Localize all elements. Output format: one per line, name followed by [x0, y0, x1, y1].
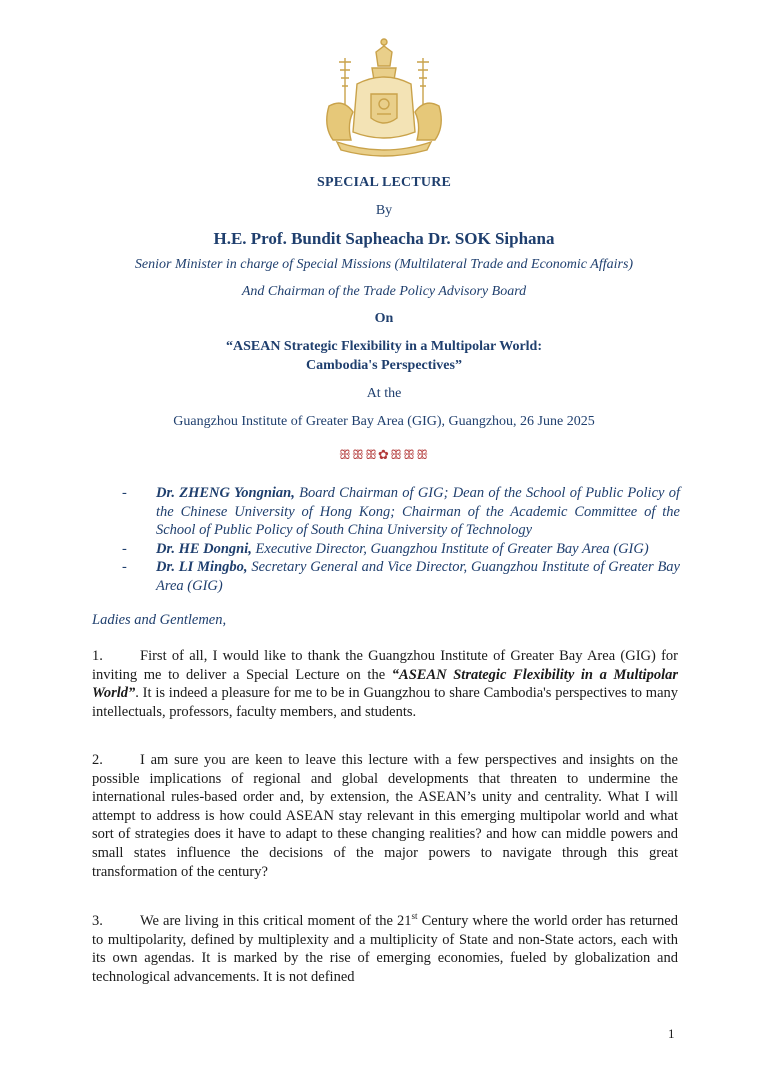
speaker-name: H.E. Prof. Bundit Sapheacha Dr. SOK Siphana [213, 229, 555, 248]
topic-line-2: Cambodia's Perspectives” [306, 358, 462, 373]
guest-list [122, 484, 680, 595]
ordinal-superscript: st [411, 911, 418, 922]
paragraph-3 [92, 912, 678, 986]
lecture-title: SPECIAL LECTURE [316, 175, 452, 190]
guest-name: Dr. LI Mingbo, [156, 559, 248, 575]
guest-item [122, 540, 680, 559]
speaker-role-2: And Chairman of the Trade Policy Advisory Board [241, 284, 527, 299]
paragraph-text: First of all, I would like to thank the Guangzhou Institute of Greater Bay Area (GIG) for inviting me to deliver a Special Lecture on the [92, 648, 678, 683]
paragraph-text: Century where the world order has returned to multipolarity, defined by multiplexity and a multiplicity of State and non-State actors, each with its own agendas. It is marked by the rise of emerging economies, fueled by globalization and technological advancements. It is not defined [92, 913, 678, 985]
cambodia-royal-emblem [317, 36, 451, 160]
paragraph-text: I am sure you are keen to leave this lecture with a few perspectives and insights on the possible implications of regional and global developments that threaten to undermine the international rules-based order and, by extension, the ASEAN’s unity and centrality. What I will attempt to address is how could ASEAN stay relevant in this emerging multipolar world and what sort of strategies does it have to adapt to these changing realities? and how can middle powers and small states influence the decisions of the major powers to navigate through this great transformation of the century? [92, 752, 678, 880]
guest-item [122, 484, 680, 540]
paragraph-number: 1. [92, 648, 103, 664]
paragraph-1 [92, 647, 678, 721]
guest-title: Secretary General and Vice Director, Guangzhou Institute of Greater Bay Area (GIG) [156, 559, 680, 594]
paragraph-text: We are living in this critical moment of the 21 [140, 913, 412, 929]
on-label: On [374, 311, 394, 326]
guest-title: Executive Director, Guangzhou Institute of Greater Bay Area (GIG) [255, 540, 649, 557]
guest-name: Dr. HE Dongni, [156, 540, 252, 557]
paragraph-text: . It is indeed a pleasure for me to be in Guangzhou to share Cambodia's perspectives to many intellectuals, professors, faculty members, and students. [92, 685, 678, 720]
paragraph-number: 3. [92, 913, 103, 929]
by-label: By [375, 203, 393, 218]
page-number: 1 [668, 1026, 675, 1041]
paragraph-2 [92, 751, 678, 881]
guest-name: Dr. ZHENG Yongnian, [156, 485, 295, 501]
paragraph-number: 2. [92, 752, 103, 768]
venue-date: Guangzhou Institute of Greater Bay Area (GIG), Guangzhou, 26 June 2025 [173, 414, 595, 429]
speaker-role-1: Senior Minister in charge of Special Missions (Multilateral Trade and Economic Affairs) [134, 257, 634, 272]
ornamental-divider: ꕥꕥꕥ✿ꕥꕥꕥ [338, 448, 430, 463]
topic-line-1: “ASEAN Strategic Flexibility in a Multipolar World: [225, 339, 543, 354]
salutation: Ladies and Gentlemen, [92, 612, 227, 628]
at-label: At the [366, 386, 402, 401]
paragraph-emphasis: “ASEAN Strategic Flexibility in a Multipolar World” [92, 666, 678, 702]
guest-title: Board Chairman of GIG; Dean of the School of Public Policy of the Chinese University of Hong Kong; Chairman of the Academic Committee of the School of Public Policy of South China University of Technology [156, 485, 681, 538]
guest-item [122, 558, 680, 595]
